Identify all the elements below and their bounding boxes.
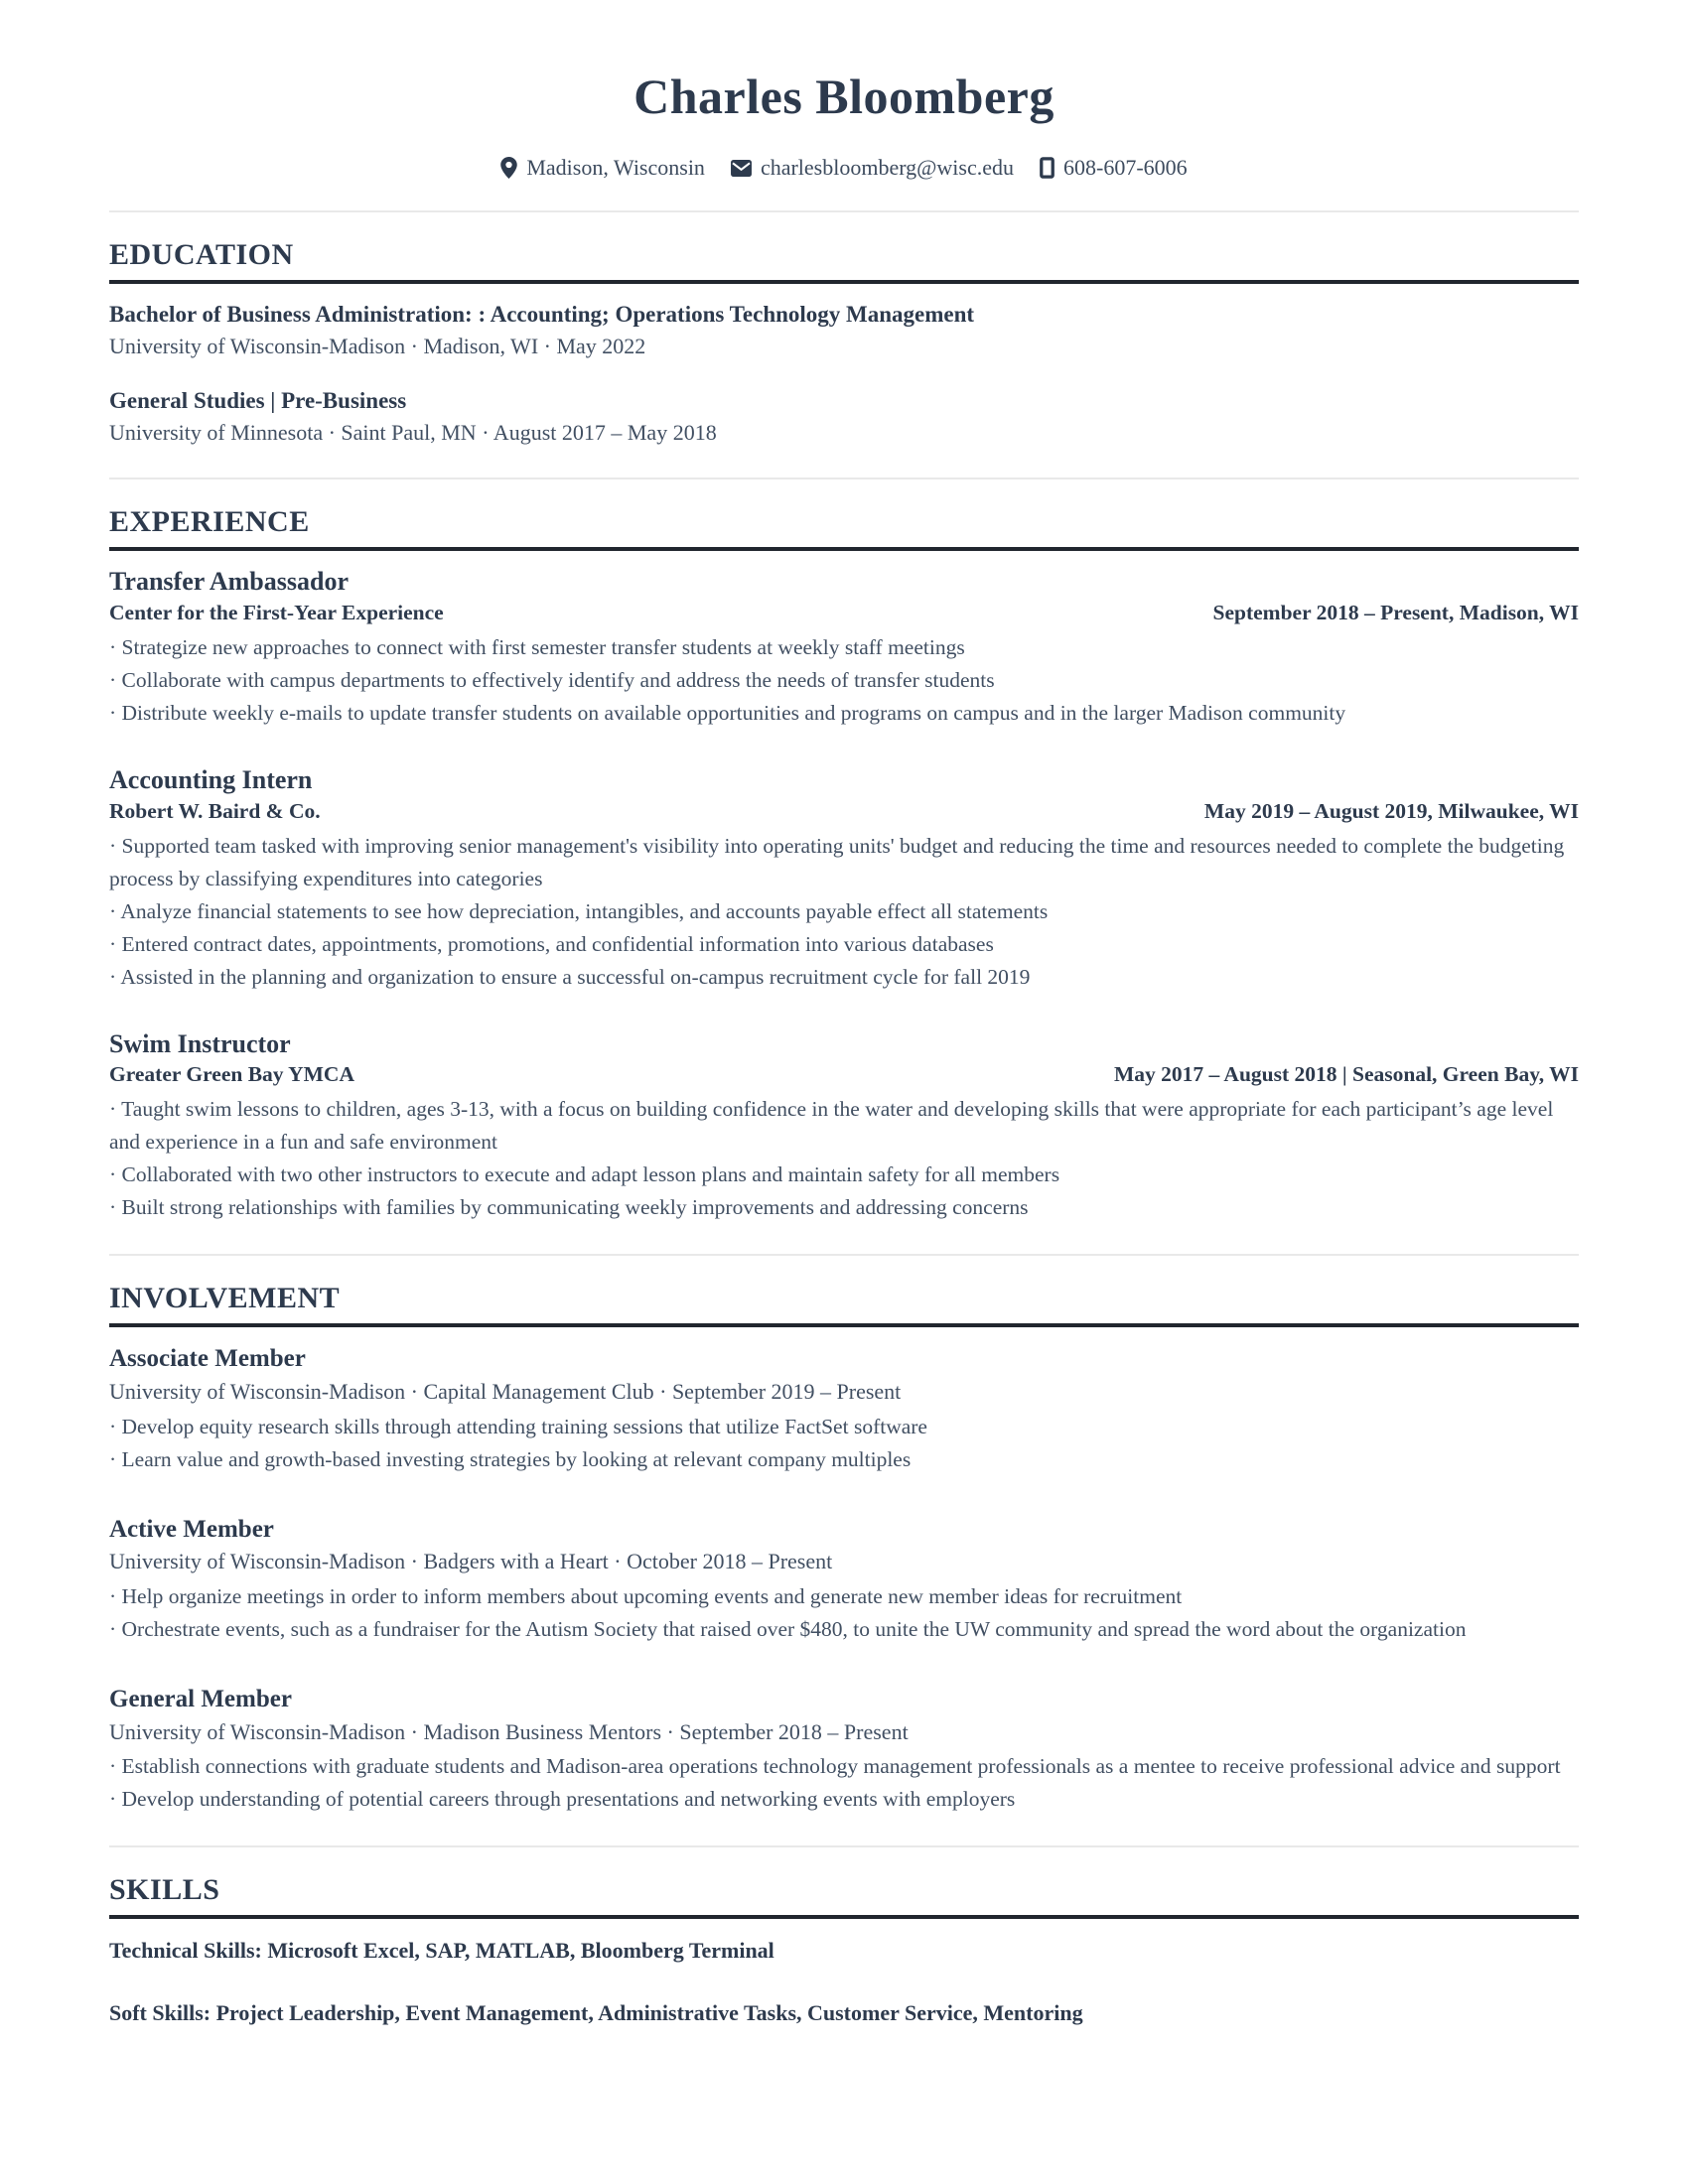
degree-subtitle: University of Wisconsin-Madison · Madison, WI · May 2022 [109,333,646,358]
job-entry [109,765,1579,994]
section-education [109,210,1579,448]
email-icon [731,160,752,177]
contact-phone [1040,155,1188,181]
section-involvement [109,1254,1579,1816]
location-pin-icon [500,157,517,179]
degree-subtitle: University of Minnesota · Saint Paul, MN · August 2017 – May 2018 [109,420,717,446]
bullet-item: · Analyze financial statements to see how depreciation, intangibles, and accounts payable effect all statements [109,898,1049,923]
contact-row [109,155,1579,181]
technical-skills-line: Technical Skills: Microsoft Excel, SAP, MATLAB, Bloomberg Terminal [109,1938,774,1964]
job-company: Greater Green Bay YMCA [109,1062,354,1087]
contact-email [731,155,1014,181]
bullet-item: · Develop understanding of potential careers through presentations and networking events with employers [109,1787,1016,1812]
resume-header [109,68,1579,181]
job-meta-row [109,798,1579,826]
involvement-entry [109,1686,1579,1816]
contact-location-text: Madison, Wisconsin [526,155,705,180]
bullet-item: · Supported team tasked with improving senior management's visibility into operating units' budget and reducing the time and resources needed to complete the budgeting process by classifying expenditures into categories [109,833,1565,890]
bullet-item: · Collaborated with two other instructors to execute and adapt lesson plans and maintain safety for all members [109,1162,1060,1187]
role-subtitle: University of Wisconsin-Madison · Capital Management Club · September 2019 – Present [109,1379,902,1405]
job-title: Transfer Ambassador [109,566,349,596]
job-bullets [109,1093,1579,1224]
section-skills [109,1845,1579,2027]
phone-icon [1040,157,1055,179]
bullet-item: · Strategize new approaches to connect with first semester transfer students at weekly staff meetings [109,634,965,659]
job-date: September 2018 – Present, Madison, WI [1212,600,1579,624]
job-entry [109,1029,1579,1225]
role-title: General Member [109,1686,292,1713]
skills-heading: SKILLS [109,1873,1579,1919]
degree-title: Bachelor of Business Administration: : Accounting; Operations Technology Management [109,302,975,327]
degree-entry [109,301,1579,360]
bullet-item: · Entered contract dates, appointments, promotions, and confidential information into various databases [109,931,994,956]
involvement-heading: INVOLVEMENT [109,1282,1579,1327]
contact-email-text: charlesbloomberg@wisc.edu [760,155,1014,180]
job-bullets [109,631,1579,730]
bullet-item: · Orchestrate events, such as a fundraiser for the Autism Society that raised over $480, to unite the UW community and spread the word about the organization [109,1617,1467,1642]
involvement-entry [109,1345,1579,1475]
contact-location [500,155,705,181]
role-subtitle: University of Wisconsin-Madison · Madison Business Mentors · September 2018 – Present [109,1718,909,1744]
job-title: Swim Instructor [109,1028,291,1058]
bullet-item: · Built strong relationships with families by communicating weekly improvements and addressing concerns [109,1195,1029,1220]
role-title: Associate Member [109,1345,306,1373]
degree-entry [109,387,1579,447]
bullet-item: · Learn value and growth-based investing strategies by looking at relevant company multiples [109,1446,912,1471]
soft-skills-line: Soft Skills: Project Leadership, Event Management, Administrative Tasks, Customer Service, Mentoring [109,1999,1083,2025]
bullet-item: · Help organize meetings in order to inform members about upcoming events and generate new member ideas for recruitment [109,1584,1183,1609]
role-bullets [109,1750,1579,1816]
job-meta-row [109,1061,1579,1089]
contact-phone-text: 608-607-6006 [1063,155,1188,180]
job-company: Center for the First-Year Experience [109,600,444,624]
bullet-item: · Assisted in the planning and organization to ensure a successful on-campus recruitment cycle for fall 2019 [109,964,1031,989]
degree-title: General Studies | Pre-Business [109,388,407,414]
job-bullets [109,830,1579,994]
bullet-item: · Distribute weekly e-mails to update transfer students on available opportunities and programs on campus and in the larger Madison community [109,700,1346,725]
role-bullets [109,1580,1579,1646]
job-entry [109,567,1579,730]
job-date: May 2019 – August 2019, Milwaukee, WI [1203,798,1579,823]
bullet-item: · Establish connections with graduate students and Madison-area operations technology management professionals as a mentee to receive professional advice and support [109,1754,1561,1779]
job-meta-row [109,600,1579,627]
role-subtitle: University of Wisconsin-Madison · Badgers with a Heart · October 2018 – Present [109,1549,833,1574]
role-title: Active Member [109,1515,274,1543]
job-title: Accounting Intern [109,764,313,794]
job-date: May 2017 – August 2018 | Seasonal, Green Bay, WI [1113,1062,1579,1087]
job-company: Robert W. Baird & Co. [109,798,321,823]
role-bullets [109,1411,1579,1476]
education-heading: EDUCATION [109,238,1579,284]
bullet-item: · Taught swim lessons to children, ages 3-13, with a focus on building confidence in the water and developing skills that were appropriate for each participant’s age level and experience in a fun and safe environment [109,1097,1554,1155]
section-experience [109,478,1579,1224]
bullet-item: · Collaborate with campus departments to effectively identify and address the needs of transfer students [109,667,995,692]
bullet-item: · Develop equity research skills through attending training sessions that utilize FactSet software [109,1414,927,1438]
person-name: Charles Bloomberg [633,68,1055,124]
involvement-entry [109,1516,1579,1646]
experience-heading: EXPERIENCE [109,505,1579,551]
